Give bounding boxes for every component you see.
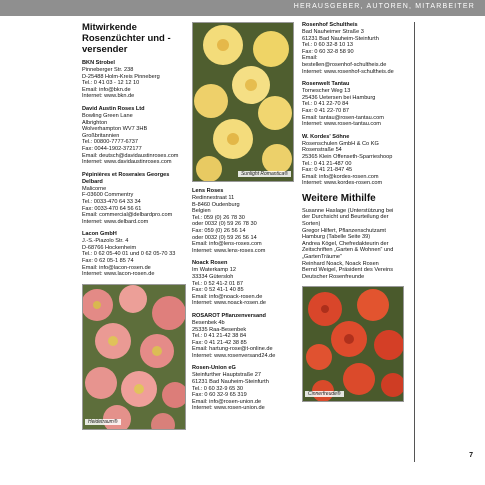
entry-line: Tel.: 0 60 32-8 10 13 bbox=[302, 42, 354, 49]
entry-line: Albrighton bbox=[82, 119, 108, 126]
entry-line: Fax: 0 41 21-847 45 bbox=[302, 167, 353, 174]
photo-cinnerfreude bbox=[302, 286, 404, 402]
entry-name: Rosen-Union eG bbox=[192, 365, 236, 372]
help-line: „GartenTräume“ bbox=[302, 254, 342, 261]
entry-line: Internet: www.lens-roses.com bbox=[192, 247, 266, 254]
entry-line: Fax: 0044-1902-372177 bbox=[82, 145, 142, 152]
column-2 bbox=[192, 22, 294, 418]
rose-image-pink bbox=[83, 285, 186, 430]
help-line: Sorten) bbox=[302, 221, 321, 228]
entry-line: B-8460 Oudenburg bbox=[192, 201, 240, 208]
address-entry bbox=[302, 22, 410, 75]
breeder-list-3 bbox=[302, 22, 410, 187]
entry-line: Besenbek 4b bbox=[192, 319, 225, 326]
help-line: Susanne Haslage (Unterstützung bei bbox=[302, 207, 394, 214]
entry-line: Im Waterkamp 12 bbox=[192, 267, 236, 274]
further-help-text bbox=[302, 208, 410, 281]
entry-line: Email: tantau@rosen-tantau.com bbox=[302, 114, 384, 121]
entry-line: Internet: www.noack-rosen.de bbox=[192, 300, 266, 307]
entry-line: Tornescher Weg 13 bbox=[302, 88, 351, 95]
section-title-further-help: Weitere Mithilfe bbox=[302, 192, 376, 204]
help-line: Gregor Hilfert, Pflanzenschutzamt bbox=[302, 227, 386, 234]
entry-line: Email: info@noack-rosen.de bbox=[192, 293, 263, 300]
entry-line: Großbritannien bbox=[82, 132, 120, 139]
help-line: Deutscher Rosenfreunde bbox=[302, 273, 365, 280]
photo-caption: Cinnerfreude® bbox=[305, 391, 344, 397]
entry-line: oder 0032 (0) 59 26 78 30 bbox=[192, 221, 257, 228]
entry-line: 33334 Gütersloh bbox=[192, 273, 234, 280]
entry-line: Tel.: 0 62 05-40 01 und 0 62 05-70 33 bbox=[82, 251, 176, 258]
entry-line: Internet: www.delbard.com bbox=[82, 218, 149, 225]
entry-name: Rosenwelt Tantau bbox=[302, 81, 350, 88]
photo-caption: Sunlight Romantica® bbox=[238, 171, 291, 177]
help-line: Reinhard Noack, Noack Rosen bbox=[302, 260, 379, 267]
entry-line: Tel.: 0 41 22-70 84 bbox=[302, 101, 349, 108]
entry-line: Fax: 0033-470 64 56 61 bbox=[82, 205, 142, 212]
entry-name: Pépinières et Roseraies Georges Delbard bbox=[82, 171, 170, 185]
breeder-list-2 bbox=[192, 188, 294, 412]
entry-line: Fax: 0 41 22-70 87 bbox=[302, 107, 349, 114]
help-line: Bernd Weigel, Präsident des Vereins bbox=[302, 267, 394, 274]
column-3 bbox=[302, 22, 410, 402]
entry-name: Rosenhof Schultheis bbox=[302, 22, 358, 28]
entry-line: Internet: www.rosen-union.de bbox=[192, 405, 265, 412]
entry-line: Fax: 0 60 32-8 58 90 bbox=[302, 48, 354, 55]
address-entry bbox=[82, 106, 190, 166]
photo-caption: Heidetraum® bbox=[85, 419, 121, 425]
entry-line: 25335 Raa-Besenbek bbox=[192, 326, 247, 333]
entry-line: oder 0032 (0) 59 26 56 14 bbox=[192, 234, 257, 241]
entry-line: Fax: 0 52 41-1 40 85 bbox=[192, 287, 244, 294]
entry-line: Email: info@kordes-rosen.com bbox=[302, 173, 379, 180]
entry-line: Belgien bbox=[192, 208, 211, 215]
entry-line: Fax: 0 41 21-42 38 85 bbox=[192, 339, 247, 346]
photo-sunlight-romantica bbox=[192, 22, 294, 182]
entry-line: Redinnestraat 11 bbox=[192, 195, 235, 201]
entry-line: bestellen@rosenhof-schultheis.de bbox=[302, 61, 387, 68]
address-entry bbox=[302, 134, 410, 187]
entry-line: Bowling Green Lane bbox=[82, 112, 133, 119]
address-entry bbox=[302, 81, 410, 128]
right-margin-rule bbox=[414, 22, 415, 462]
entry-name: ROSAROT Pflanzenversand bbox=[192, 312, 266, 319]
entry-line: 61231 Bad Nauheim-Steinfurth bbox=[192, 379, 269, 386]
entry-line: Email: info@lens-roses.com bbox=[192, 241, 262, 248]
entry-line: Email: info@lacon-rosen.de bbox=[82, 264, 151, 271]
entry-line: Internet: www.kordes-rosen.com bbox=[302, 180, 383, 187]
entry-line: Email: info@bkn.de bbox=[82, 86, 131, 93]
address-entry bbox=[192, 365, 294, 412]
entry-line: Email: deutsch@davidaustinroses.com bbox=[82, 152, 179, 159]
entry-line: Malicorne bbox=[82, 185, 107, 192]
entry-line: Internet: www.rosen-tantau.com bbox=[302, 121, 381, 128]
entry-name: W. Kordes' Söhne bbox=[302, 133, 350, 140]
address-entry bbox=[192, 313, 294, 360]
entry-line: Tel.: 0033-470 64 33 34 bbox=[82, 198, 141, 205]
entry-line: Tel.: 00800-7777-6737 bbox=[82, 139, 138, 146]
breeder-list-1 bbox=[82, 60, 190, 278]
entry-line: Bad Nauheimer Straße 3 bbox=[302, 29, 364, 35]
entry-line: Tel.: 0 41 21-42 38 84 bbox=[192, 333, 247, 340]
entry-line: 61231 Bad Nauheim-Steinfurth bbox=[302, 35, 379, 42]
help-line: Andrea Kögel, Chefredakteurin der bbox=[302, 240, 389, 247]
entry-line: Tel.: 0 60 32-9 65 30 bbox=[192, 385, 244, 392]
rose-image-yellow bbox=[193, 23, 294, 182]
entry-line: Rosenstraße 54 bbox=[302, 147, 342, 154]
entry-line: Tel.: 0 41 21-487 00 bbox=[302, 160, 352, 167]
address-entry bbox=[82, 172, 190, 226]
address-entry bbox=[82, 231, 190, 278]
entry-line: Fax: 0 60 32-9 65 319 bbox=[192, 392, 247, 399]
entry-line: Email: commercial@delbardpro.com bbox=[82, 212, 173, 219]
entry-line: Wolverhampton WV7 3HB bbox=[82, 126, 148, 133]
section-title-breeders: Mitwirkende Rosenzüchter und -versender bbox=[82, 22, 171, 55]
entry-line: Internet: www.rosenhof-schultheis.de bbox=[302, 68, 394, 75]
entry-line: Fax: 0 62 05-1 85 74 bbox=[82, 258, 134, 265]
rose-image-red bbox=[303, 287, 404, 402]
entry-line: Email: hartung-rose@t-online.de bbox=[192, 346, 273, 353]
entry-line: Email: bbox=[302, 55, 318, 62]
address-entry bbox=[82, 60, 190, 100]
help-line: der Durchsicht und Beurteilung der bbox=[302, 214, 389, 221]
entry-line: Fax: 059 (0) 26 56 14 bbox=[192, 227, 246, 234]
entry-line: Tel.: 0 52 41-2 01 87 bbox=[192, 280, 244, 287]
help-line: Zeitschriften „Garten & Wohnen“ und bbox=[302, 247, 394, 254]
entry-line: 25365 Klein Offenseth-Sparrieshoop bbox=[302, 153, 393, 160]
entry-name: Lacon GmbH bbox=[82, 231, 117, 238]
entry-line: Rosenschulen GmbH & Co KG bbox=[302, 140, 379, 147]
entry-line: D-68766 Hockenheim bbox=[82, 244, 137, 251]
entry-line: Internet: www.bkn.de bbox=[82, 93, 135, 100]
entry-name: David Austin Roses Ltd bbox=[82, 105, 145, 112]
help-line: Hamburg (Tabelle Seite 39) bbox=[302, 234, 371, 241]
entry-line: Tel.: 059 (0) 26 78 30 bbox=[192, 214, 245, 221]
entry-line: J.-S.-Piazolo Str. 4 bbox=[82, 238, 129, 245]
entry-line: Tel.: 0 41 03 - 12 12 10 bbox=[82, 80, 140, 87]
address-entry bbox=[192, 260, 294, 307]
entry-line: Internet: www.rosenversand24.de bbox=[192, 352, 276, 359]
entry-line: 25436 Uetersen bei Hamburg bbox=[302, 94, 376, 101]
entry-line: Internet: www.lacon-rosen.de bbox=[82, 271, 155, 278]
entry-line: Internet: www.davidaustinroses.com bbox=[82, 159, 172, 166]
entry-name: BKN Strobel bbox=[82, 60, 115, 66]
header-title: HERAUSGEBER, AUTOREN, MITARBEITER bbox=[293, 3, 475, 10]
column-1 bbox=[82, 22, 190, 430]
entry-name: Noack Rosen bbox=[192, 260, 228, 267]
entry-line: Pinneberger Str. 238 bbox=[82, 67, 134, 73]
entry-name: Lens Roses bbox=[192, 188, 224, 194]
entry-line: Steinfurther Hauptstraße 27 bbox=[192, 372, 262, 379]
address-entry bbox=[192, 188, 294, 254]
photo-heidetraum bbox=[82, 284, 186, 430]
header-bar bbox=[0, 0, 485, 16]
entry-line: Email: info@rosen-union.de bbox=[192, 398, 262, 405]
page-number: 7 bbox=[469, 452, 473, 459]
entry-line: F-03600 Commentry bbox=[82, 192, 134, 199]
entry-line: D-25488 Holm-Kreis Pinneberg bbox=[82, 73, 160, 80]
